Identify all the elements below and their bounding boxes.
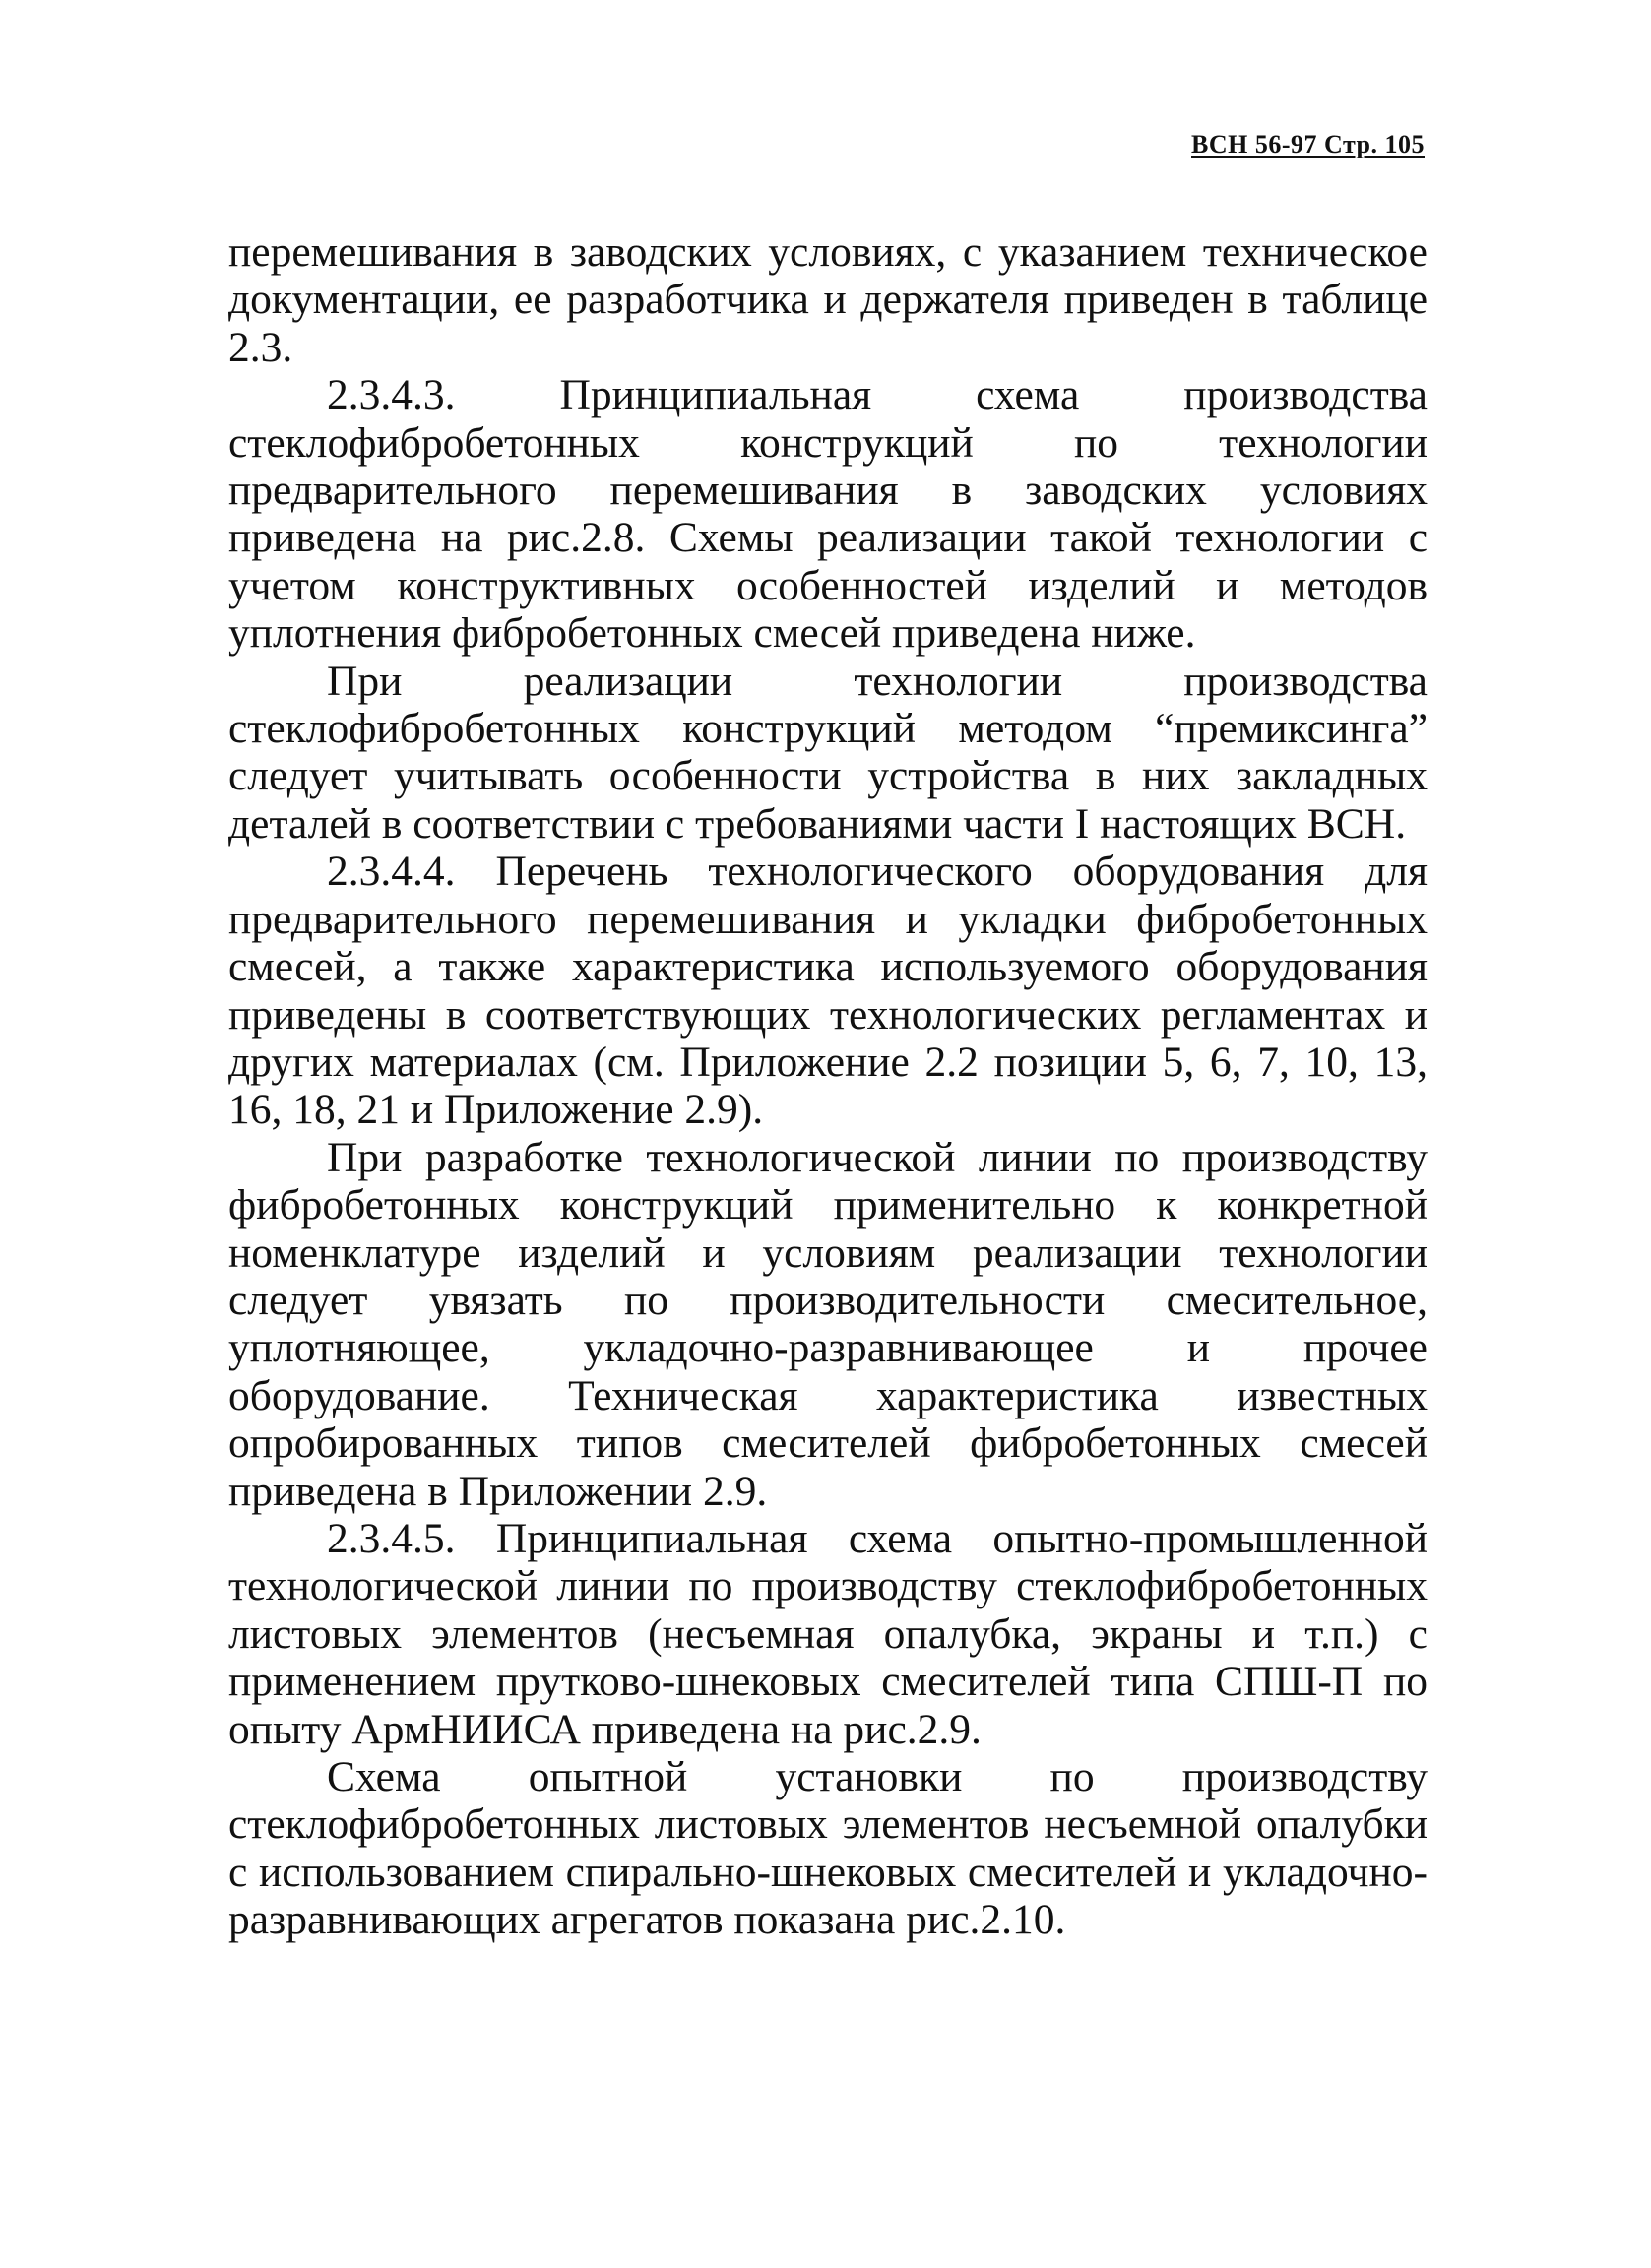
paragraph-2-3-4-3: 2.3.4.3. Принципиальная схема производства стеклофибробетонных конструкций по технологии предварительного перемешивания в заводских условиях приведена на рис.2.8. Схемы реализации такой технологии с учетом конструктивных особенностей изделий и методов уплотнения фибробетонных смесей приведена ниже. <box>228 371 1428 658</box>
paragraph-premixing: При реализации технологии производства стеклофибробетонных конструкций методом “премиксинга” следует учитывать особенности устройства в них закладных деталей в соответствии с требованиями части I настоящих ВСН. <box>228 657 1428 848</box>
paragraph-2-3-4-4: 2.3.4.4. Перечень технологического оборудования для предварительного перемешивания и укладки фибробетонных смесей, а также характеристика используемого оборудования приведены в соответствующих технологических регламентах и других материалах (см. Приложение 2.2 позиции 5, 6, 7, 10, 13, 16, 18, 21 и Приложение 2.9). <box>228 848 1428 1134</box>
body-text <box>228 228 1428 1944</box>
paragraph-experimental-setup: Схема опытной установки по производству стеклофибробетонных листовых элементов несъемной опалубки с использованием спирально-шнековых смесителей и укладочно-разравнивающих агрегатов показана рис.2.10. <box>228 1753 1428 1944</box>
paragraph-line-development: При разработке технологической линии по производству фибробетонных конструкций применительно к конкретной номенклатуре изделий и условиям реализации технологии следует увязать по производительности смесительное, уплотняющее, укладочно-разравнивающее и прочее оборудование. Техническая характеристика известных опробированных типов смесителей фибробетонных смесей приведена в Приложении 2.9. <box>228 1133 1428 1515</box>
paragraph-continuation: перемешивания в заводских условиях, с указанием техническое документации, ее разработчика и держателя приведен в таблице 2.3. <box>228 228 1428 371</box>
running-header: ВСН 56-97 Стр. 105 <box>1191 130 1425 158</box>
paragraph-2-3-4-5: 2.3.4.5. Принципиальная схема опытно-промышленной технологической линии по производству стеклофибробетонных листовых элементов (несъемная опалубка, экраны и т.п.) с применением прутково-шнековых смесителей типа СПШ-П по опыту АрмНИИСА приведена на рис.2.9. <box>228 1514 1428 1753</box>
